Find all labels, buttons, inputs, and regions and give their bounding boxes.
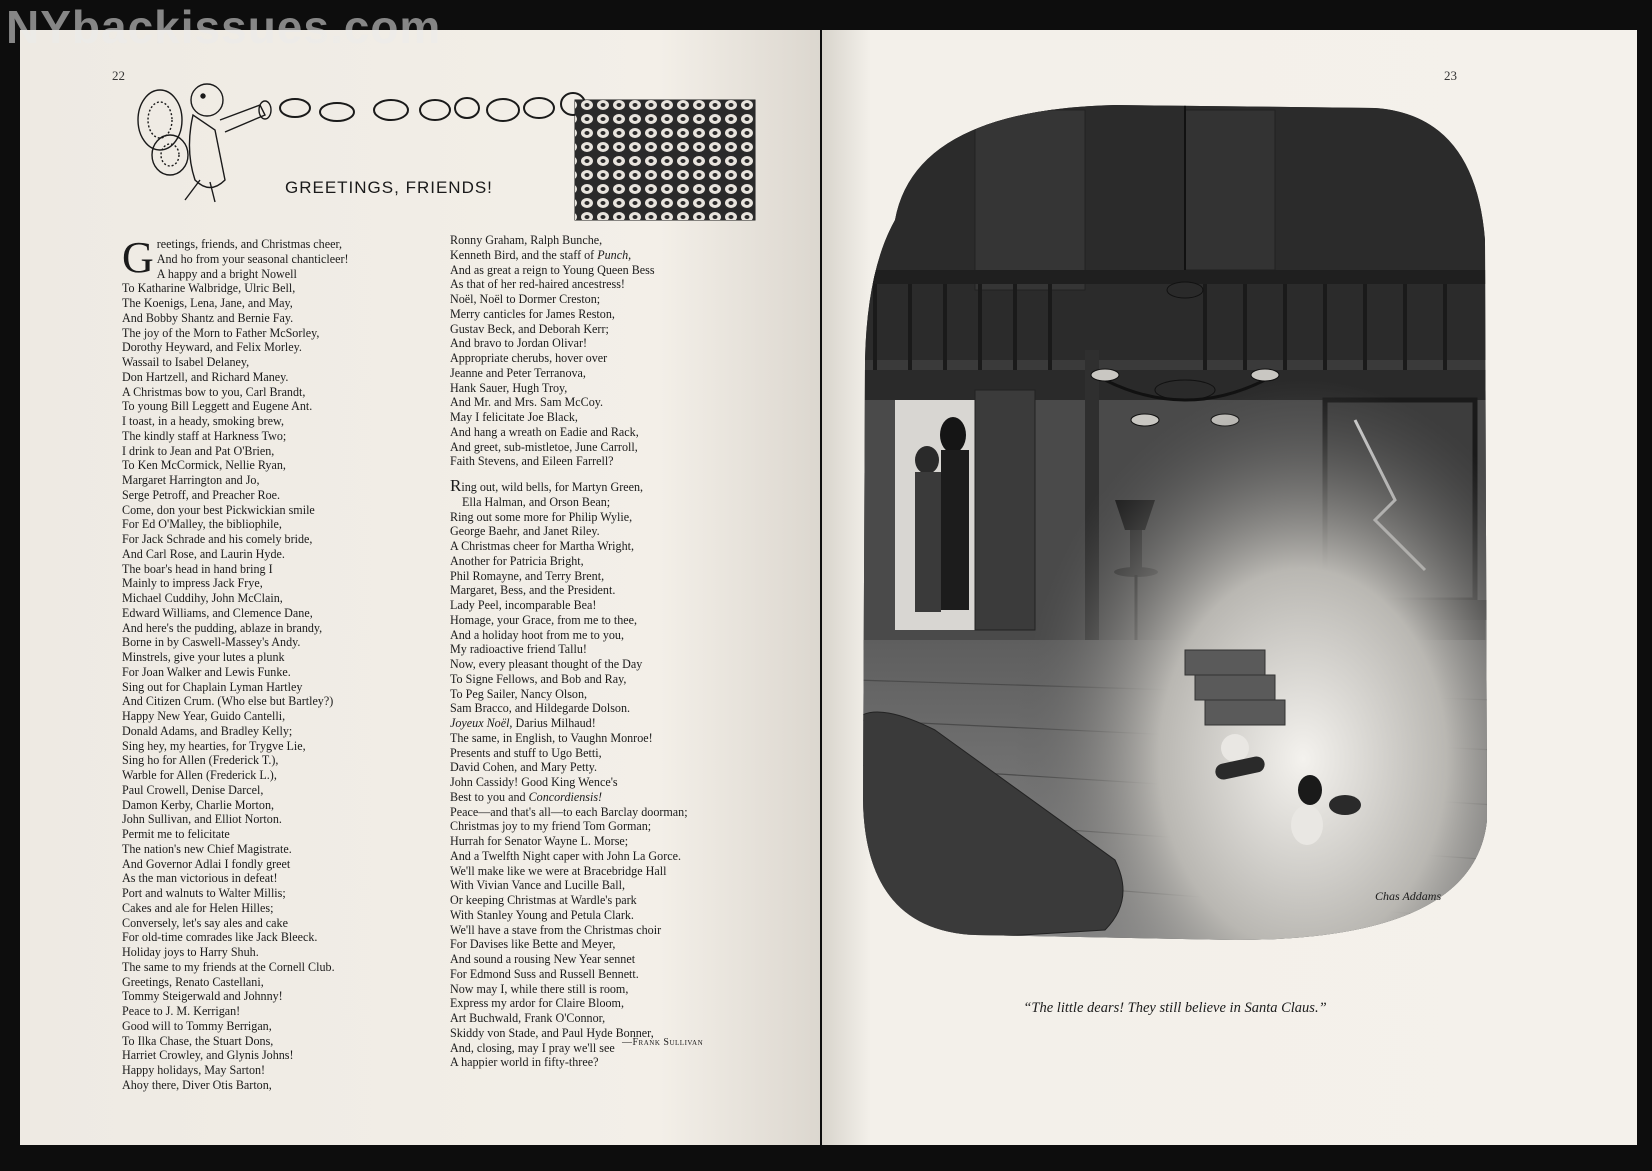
poem-line: Peace—and that's all—to each Barclay doorman; (450, 804, 688, 819)
poem-line: Ring out some more for Philip Wylie, (450, 509, 633, 524)
poem-line: Mainly to impress Jack Frye, (122, 576, 263, 591)
poem-line: Art Buchwald, Frank O'Connor, (450, 1011, 606, 1025)
poem-line: And Bobby Shantz and Bernie Fay. (122, 310, 294, 325)
poem-line: And here's the pudding, ablaze in brandy, (122, 620, 323, 635)
poem-line: reetings, friends, and Christmas cheer, (156, 237, 343, 251)
poem-line: Sing ho for Allen (Frederick T.), (122, 753, 279, 768)
poem-line: The boar's head in hand bring I (122, 561, 273, 576)
poem-line: The same to my friends at the Cornell Club. (122, 959, 335, 974)
poem-line: Borne in by Caswell-Massey's Andy. (122, 635, 301, 650)
poem-column-1 (122, 233, 349, 1093)
caroler-figure (138, 84, 271, 202)
poem-line: Noël, Noël to Dormer Creston; (450, 292, 601, 306)
poem-line: Kenneth Bird, and the staff of Punch, (450, 247, 632, 262)
poem-line: As the man victorious in defeat! (122, 871, 278, 886)
poem-line: To Ilka Chase, the Stuart Dons, (122, 1033, 274, 1048)
poem-line: Now, every pleasant thought of the Day (450, 657, 643, 671)
poem-line: David Cohen, and Mary Petty. (450, 760, 598, 775)
poem-line: Port and walnuts to Walter Millis; (122, 886, 286, 900)
poem-line: I drink to Jean and Pat O'Brien, (122, 443, 275, 458)
poem-line: Hurrah for Senator Wayne L. Morse; (450, 834, 629, 848)
poem-line: Margaret Harrington and Jo, (122, 473, 260, 487)
poem-line: Homage, your Grace, from me to thee, (450, 612, 638, 627)
page-number-right: 23 (1444, 68, 1457, 83)
poem-line: Sing hey, my hearties, for Trygve Lie, (122, 738, 306, 753)
author-signature: —Frank Sullivan (622, 1037, 704, 1048)
poem-line: Permit me to felicitate (122, 827, 230, 841)
poem-line: With Vivian Vance and Lucille Ball, (450, 878, 625, 893)
poem-line: John Cassidy! Good King Wence's (450, 775, 618, 789)
poem-line: Happy holidays, May Sarton! (122, 1063, 266, 1077)
poem-line: Harriet Crowley, and Glynis Johns! (122, 1048, 294, 1063)
poem-line: To Ken McCormick, Nellie Ryan, (122, 458, 286, 473)
poem-line: Donald Adams, and Bradley Kelly; (122, 723, 293, 738)
poem-line: Cakes and ale for Helen Hilles; (122, 900, 274, 915)
poem-line: Hank Sauer, Hugh Troy, (450, 380, 568, 395)
poem-line: And Governor Adlai I fondly greet (122, 856, 291, 871)
poem-line: Best to you and Concordiensis! (450, 789, 603, 804)
poem-line: With Stanley Young and Petula Clark. (450, 907, 634, 922)
poem-line: Express my ardor for Claire Bloom, (450, 996, 624, 1011)
poem-line: Don Hartzell, and Richard Maney. (122, 369, 289, 384)
poem-line: And a Twelfth Night caper with John La Gorce. (450, 848, 681, 863)
poem-title: GREETINGS, FRIENDS! (285, 178, 493, 197)
punch-italic: Punch, (597, 247, 632, 262)
poem-line: And Mr. and Mrs. Sam McCoy. (450, 395, 604, 410)
poem-line: Christmas joy to my friend Tom Gorman; (450, 819, 652, 834)
poem-line: John Sullivan, and Elliot Norton. (122, 812, 282, 827)
poem-line: For Davises like Bette and Meyer, (450, 937, 616, 952)
poem-line: For Joan Walker and Lewis Funke. (122, 664, 291, 679)
cartoon-illustration (855, 100, 1495, 945)
poem-line: Dorothy Heyward, and Felix Morley. (122, 340, 302, 355)
poem-line: The nation's new Chief Magistrate. (122, 841, 292, 856)
poem-line: Good will to Tommy Berrigan, (122, 1018, 272, 1033)
poem-line: Gustav Beck, and Deborah Kerr; (450, 321, 609, 336)
poem-line: To young Bill Leggett and Eugene Ant. (122, 399, 313, 414)
poem-line: The Koenigs, Lena, Jane, and May, (122, 296, 293, 310)
poem-line: The joy of the Morn to Father McSorley, (122, 325, 320, 340)
drop-cap: G (122, 233, 154, 282)
poem-line: Damon Kerby, Charlie Morton, (122, 797, 275, 812)
stanza-cap: R (450, 476, 462, 495)
poem-line: Appropriate cherubs, hover over (450, 351, 608, 365)
poem-line: Sing out for Chaplain Lyman Hartley (122, 679, 303, 694)
poem-line: A happy and a bright Nowell (156, 266, 297, 281)
cartoon-signature: Chas Addams (1375, 889, 1442, 903)
poem-line: Serge Petroff, and Preacher Roe. (122, 487, 281, 502)
poem-line: Ronny Graham, Ralph Bunche, (450, 233, 603, 247)
poem-line: For Jack Schrade and his comely bride, (122, 532, 313, 546)
poem-line: And Carl Rose, and Laurin Hyde. (122, 546, 285, 561)
poem-line: Edward Williams, and Clemence Dane, (122, 605, 313, 620)
poem-line: Faith Stevens, and Eileen Farrell? (450, 454, 614, 469)
poem-line: And sound a rousing New Year sennet (450, 952, 636, 966)
poem-line: Merry canticles for James Reston, (450, 306, 615, 321)
wreath-crowd (575, 100, 755, 220)
poem-line: To Signe Fellows, and Bob and Ray, (450, 671, 627, 686)
poem-line: Minstrels, give your lutes a plunk (122, 650, 285, 664)
poem-line: Come, don your best Pickwickian smile (122, 502, 315, 517)
poem-line: Holiday joys to Harry Shuh. (122, 945, 259, 959)
poem-line: My radioactive friend Tallu! (450, 642, 587, 657)
page-number-left: 22 (112, 68, 125, 83)
poem-line: For Edmond Suss and Russell Bennett. (450, 966, 639, 981)
poem-line: And a holiday hoot from me to you, (450, 627, 624, 642)
poem-line: Or keeping Christmas at Wardle's park (450, 893, 637, 907)
poem-line: Conversely, let's say ales and cake (122, 915, 288, 930)
poem-line: And bravo to Jordan Olivar! (450, 336, 588, 351)
poem-line: Presents and stuff to Ugo Betti, (450, 745, 602, 760)
poem-line: We'll make like we were at Bracebridge Hall (450, 863, 667, 878)
header-illustration (115, 70, 785, 245)
poem-line: Tommy Steigerwald and Johnny! (122, 989, 283, 1004)
poem-line: Margaret, Bess, and the President. (450, 583, 616, 598)
poem-line: Warble for Allen (Frederick L.), (122, 768, 277, 782)
poem-line: Phil Romayne, and Terry Brent, (450, 568, 605, 583)
poem-line: The same, in English, to Vaughn Monroe! (450, 730, 653, 745)
poem-line: George Baehr, and Janet Riley. (450, 524, 600, 539)
cartoon-caption: “The little dears! They still believe in Santa Claus.” (1023, 1000, 1327, 1016)
poem-line: Now may I, while there still is room, (450, 981, 629, 996)
poem-line: I toast, in a heady, smoking brew, (122, 414, 284, 428)
poem-line: ing out, wild bells, for Martyn Green, (461, 480, 644, 494)
poem-line: And as great a reign to Young Queen Bess (450, 262, 655, 277)
poem-line: For Ed O'Malley, the bibliophile, (122, 517, 282, 532)
poem-line: To Peg Sailer, Nancy Olson, (450, 686, 588, 701)
poem-line: Peace to J. M. Kerrigan! (122, 1004, 241, 1018)
watermark: NYbackissues.com (6, 1, 442, 53)
poem-line: Another for Patricia Bright, (450, 553, 584, 568)
poem-line: Paul Crowell, Denise Darcel, (122, 782, 264, 797)
poem-line: And hang a wreath on Eadie and Rack, (450, 424, 639, 439)
poem-line: Skiddy von Stade, and Paul Hyde Bonner, (450, 1025, 654, 1040)
poem-line: And ho from your seasonal chanticleer! (156, 251, 349, 266)
poem-line: As that of her red-haired ancestress! (450, 277, 625, 292)
poem-line: Sam Bracco, and Hildegarde Dolson. (450, 701, 631, 716)
poem-line: To Katharine Walbridge, Ulric Bell, (122, 281, 296, 296)
poem-line: The kindly staff at Harkness Two; (122, 428, 287, 443)
poem-line: A Christmas cheer for Martha Wright, (450, 539, 635, 553)
poem-line: And Citizen Crum. (Who else but Bartley?) (122, 694, 334, 709)
poem-column-2 (450, 233, 688, 1070)
poem-line: Happy New Year, Guido Cantelli, (122, 709, 286, 723)
poem-line: A Christmas bow to you, Carl Brandt, (122, 384, 306, 399)
poem-line: And, closing, may I pray we'll see (450, 1040, 615, 1055)
flying-wreaths (280, 93, 585, 121)
poem-line: Ella Halman, and Orson Bean; (462, 494, 611, 509)
poem-line: May I felicitate Joe Black, (450, 410, 578, 424)
poem-line: For old-time comrades like Jack Bleeck. (122, 930, 318, 945)
poem-line: Lady Peel, incomparable Bea! (450, 598, 597, 612)
poem-line: Ahoy there, Diver Otis Barton, (122, 1077, 272, 1092)
poem-line: We'll have a stave from the Christmas choir (450, 922, 662, 937)
poem-line: Greetings, Renato Castellani, (122, 974, 264, 989)
poem-line: Joyeux Noël, Darius Milhaud! (450, 716, 596, 730)
poem-line: A happier world in fifty-three? (450, 1055, 599, 1070)
poem-line: Michael Cuddihy, John McClain, (122, 591, 283, 605)
poem-line: Jeanne and Peter Terranova, (450, 365, 586, 380)
poem-line: Wassail to Isabel Delaney, (122, 355, 250, 369)
poem-line: And greet, sub-mistletoe, June Carroll, (450, 439, 638, 454)
